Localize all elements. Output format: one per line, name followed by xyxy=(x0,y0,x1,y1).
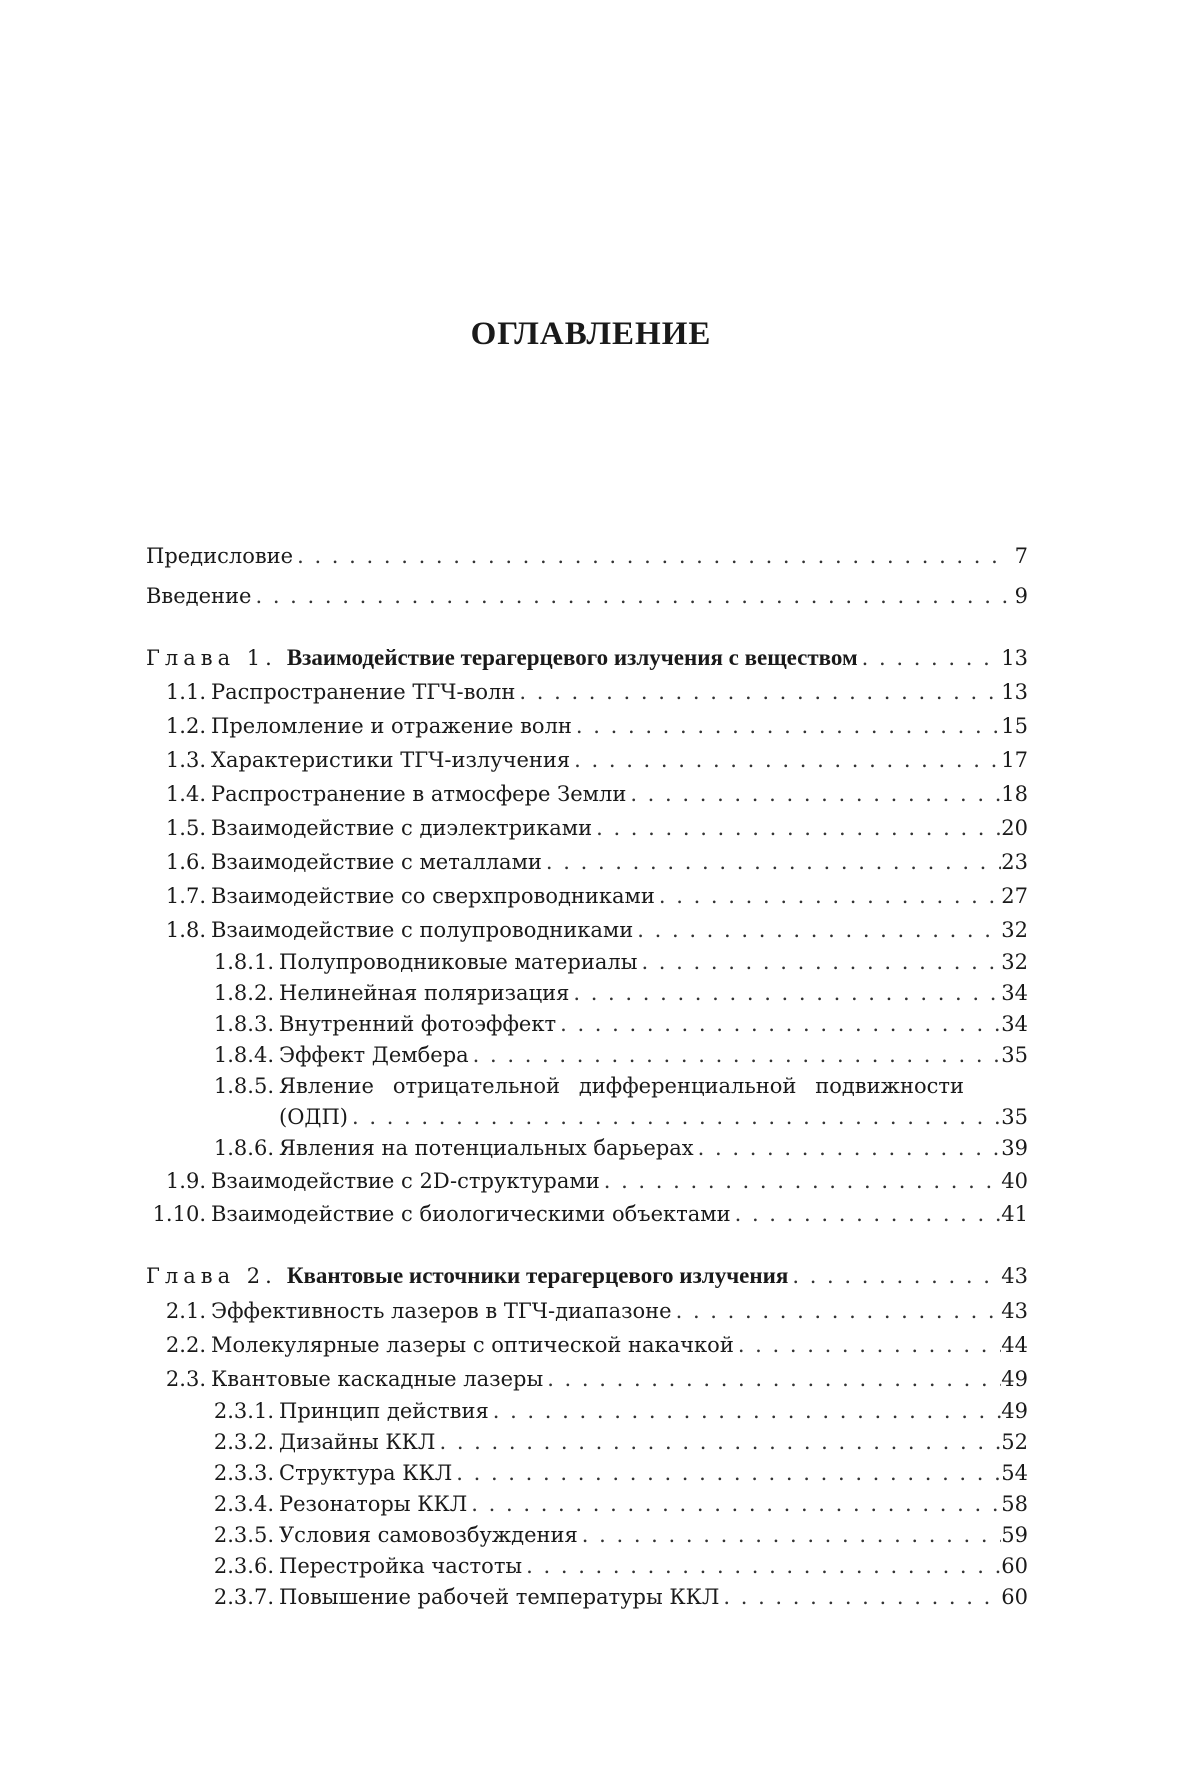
section-number: 1.9. xyxy=(165,1169,206,1193)
toc-page-number: 59 xyxy=(1001,1523,1028,1547)
section-label: Взаимодействие с полупроводниками xyxy=(211,918,634,942)
toc-section[interactable] xyxy=(146,1167,1028,1195)
leader-dots xyxy=(734,1331,1001,1359)
section-number: 1.7. xyxy=(165,884,206,908)
toc-section[interactable] xyxy=(146,746,1028,774)
leader-dots xyxy=(543,1365,1001,1393)
leader-dots xyxy=(348,1103,1001,1131)
subsection-number: 1.8.3. xyxy=(213,1012,274,1036)
toc-page-number: 17 xyxy=(1001,748,1028,772)
subsection-label-line2: (ОДП) xyxy=(279,1105,348,1129)
section-label: Взаимодействие с металлами xyxy=(211,850,542,874)
toc-subsection-wrapped[interactable] xyxy=(210,1072,964,1100)
section-number: 2.3. xyxy=(165,1367,206,1391)
leader-dots xyxy=(694,1134,1002,1162)
toc-page-number: 7 xyxy=(1014,544,1028,568)
leader-dots xyxy=(469,1041,1002,1069)
subsection-number: 1.8.1. xyxy=(213,950,274,974)
subsection-label: Структура ККЛ xyxy=(279,1461,453,1485)
toc-section[interactable] xyxy=(146,712,1028,740)
toc-page-number: 49 xyxy=(1001,1367,1028,1391)
toc-subsection[interactable] xyxy=(210,1552,1028,1580)
subsection-label: Полупроводниковые материалы xyxy=(279,950,638,974)
leader-dots xyxy=(293,542,1009,570)
toc-subsection[interactable] xyxy=(210,979,1028,1007)
toc-subsection[interactable] xyxy=(210,1134,1028,1162)
subsection-label: Принцип действия xyxy=(279,1399,489,1423)
leader-dots xyxy=(569,979,1001,1007)
section-label: Взаимодействие с биологическими объектами xyxy=(211,1202,731,1226)
leader-dots xyxy=(515,678,1001,706)
chapter-title: Взаимодействие терагерцевого излучения с веществом xyxy=(286,645,858,670)
leader-dots xyxy=(858,644,1002,672)
leader-dots xyxy=(637,948,1001,976)
chapter-title: Квантовые источники терагерцевого излучения xyxy=(286,1263,789,1288)
label-word: подвижности xyxy=(815,1074,964,1098)
subsection-label: Дизайны ККЛ xyxy=(279,1430,436,1454)
section-label: Взаимодействие с 2D-структурами xyxy=(211,1169,600,1193)
chapter-prefix: Глава 1. xyxy=(146,646,277,670)
toc-page-number: 35 xyxy=(1001,1105,1028,1129)
section-number: 1.6. xyxy=(165,850,206,874)
toc-page-number: 23 xyxy=(1001,850,1028,874)
section-label: Преломление и отражение волн xyxy=(211,714,572,738)
toc-page-number: 27 xyxy=(1001,884,1028,908)
section-number: 1.2. xyxy=(165,714,206,738)
toc-section[interactable] xyxy=(146,1297,1028,1325)
toc-page-number: 60 xyxy=(1001,1554,1028,1578)
label-word: дифференциальной xyxy=(578,1074,797,1098)
label-word: Явление xyxy=(279,1074,374,1098)
toc-page-number: 43 xyxy=(1001,1264,1028,1288)
section-label: Молекулярные лазеры с оптической накачкой xyxy=(211,1333,734,1357)
section-number: 1.3. xyxy=(165,748,206,772)
toc-page-number: 32 xyxy=(1001,918,1028,942)
toc-chapter-2[interactable] xyxy=(146,1262,1028,1290)
toc-page-number: 34 xyxy=(1001,981,1028,1005)
toc-subsection[interactable] xyxy=(210,948,1028,976)
section-number: 1.10. xyxy=(152,1202,206,1226)
subsection-label: Явления на потенциальных барьерах xyxy=(279,1136,694,1160)
toc-section[interactable] xyxy=(146,1200,1028,1228)
section-number: 2.1. xyxy=(165,1299,206,1323)
leader-dots xyxy=(251,582,1008,610)
toc-page-number: 35 xyxy=(1001,1043,1028,1067)
leader-dots xyxy=(600,1167,1002,1195)
toc-page-number: 20 xyxy=(1001,816,1028,840)
leader-dots xyxy=(578,1521,1002,1549)
leader-dots xyxy=(633,916,1001,944)
subsection-label: Резонаторы ККЛ xyxy=(279,1492,468,1516)
subsection-number: 1.8.2. xyxy=(213,981,274,1005)
subsection-number: 2.3.4. xyxy=(213,1492,274,1516)
toc-subsection[interactable] xyxy=(210,1459,1028,1487)
toc-page-number: 43 xyxy=(1001,1299,1028,1323)
toc-entry-label: Предисловие xyxy=(146,544,294,568)
toc-page-number: 39 xyxy=(1001,1136,1028,1160)
toc-subsection[interactable] xyxy=(210,1428,1028,1456)
toc-subsection[interactable] xyxy=(210,1041,1028,1069)
toc-section[interactable] xyxy=(146,882,1028,910)
leader-dots xyxy=(655,882,1001,910)
toc-page-number: 44 xyxy=(1001,1333,1028,1357)
toc-page-number: 54 xyxy=(1001,1461,1028,1485)
section-number: 1.1. xyxy=(165,680,206,704)
toc-entry-label: Введение xyxy=(146,584,252,608)
subsection-number: 1.8.5. xyxy=(213,1074,274,1098)
label-word: отрицательной xyxy=(392,1074,561,1098)
toc-page-number: 49 xyxy=(1001,1399,1028,1423)
section-number: 1.5. xyxy=(165,816,206,840)
toc-entry-preface[interactable] xyxy=(146,542,1028,570)
section-label: Характеристики ТГЧ-излучения xyxy=(211,748,571,772)
leader-dots xyxy=(467,1490,1001,1518)
leader-dots xyxy=(572,712,1001,740)
toc-section[interactable] xyxy=(146,780,1028,808)
leader-dots xyxy=(592,814,1001,842)
subsection-number: 2.3.5. xyxy=(213,1523,274,1547)
subsection-label: Внутренний фотоэффект xyxy=(279,1012,557,1036)
subsection-label: Перестройка частоты xyxy=(279,1554,523,1578)
subsection-number: 2.3.2. xyxy=(213,1430,274,1454)
subsection-number: 2.3.6. xyxy=(213,1554,274,1578)
section-label: Квантовые каскадные лазеры xyxy=(211,1367,544,1391)
subsection-number: 2.3.1. xyxy=(213,1399,274,1423)
toc-page-number: 18 xyxy=(1001,782,1028,806)
subsection-number: 2.3.3. xyxy=(213,1461,274,1485)
toc-page-number: 13 xyxy=(1001,680,1028,704)
chapter-prefix: Глава 2. xyxy=(146,1264,277,1288)
toc-entry-introduction[interactable] xyxy=(146,582,1028,610)
leader-dots xyxy=(489,1397,1002,1425)
toc-page-number: 58 xyxy=(1001,1492,1028,1516)
subsection-number: 1.8.4. xyxy=(213,1043,274,1067)
leader-dots xyxy=(452,1459,1001,1487)
section-number: 1.4. xyxy=(165,782,206,806)
toc-subsection[interactable] xyxy=(210,1010,1028,1038)
leader-dots xyxy=(788,1262,1001,1290)
toc-page-number: 32 xyxy=(1001,950,1028,974)
toc-section[interactable] xyxy=(146,916,1028,944)
toc-page-number: 52 xyxy=(1001,1430,1028,1454)
leader-dots xyxy=(542,848,1001,876)
leader-dots xyxy=(626,780,1001,808)
toc-subsection[interactable] xyxy=(210,1521,1028,1549)
toc-page-number: 41 xyxy=(1001,1202,1028,1226)
leader-dots xyxy=(522,1552,1001,1580)
toc-section[interactable] xyxy=(146,1365,1028,1393)
toc-page-number: 13 xyxy=(1001,646,1028,670)
subsection-label: Условия самовозбуждения xyxy=(279,1523,578,1547)
toc-subsection[interactable] xyxy=(210,1490,1028,1518)
toc-section[interactable] xyxy=(146,678,1028,706)
toc-subsection[interactable] xyxy=(210,1583,1028,1611)
toc-subsection[interactable] xyxy=(210,1397,1028,1425)
leader-dots xyxy=(672,1297,1002,1325)
toc-chapter-1[interactable] xyxy=(146,644,1028,672)
toc-page-number: 40 xyxy=(1001,1169,1028,1193)
section-label: Взаимодействие со сверхпроводниками xyxy=(211,884,655,908)
toc-section[interactable] xyxy=(146,814,1028,842)
subsection-label: Нелинейная поляризация xyxy=(279,981,570,1005)
section-label: Распространение ТГЧ-волн xyxy=(211,680,516,704)
toc-page-number: 60 xyxy=(1001,1585,1028,1609)
toc-page-number: 34 xyxy=(1001,1012,1028,1036)
leader-dots xyxy=(556,1010,1001,1038)
subsection-number: 2.3.7. xyxy=(213,1585,274,1609)
section-label: Распространение в атмосфере Земли xyxy=(211,782,627,806)
leader-dots xyxy=(435,1428,1001,1456)
leader-dots xyxy=(731,1200,1002,1228)
section-number: 1.8. xyxy=(165,918,206,942)
toc-section[interactable] xyxy=(146,848,1028,876)
toc-section[interactable] xyxy=(146,1331,1028,1359)
subsection-number: 1.8.6. xyxy=(213,1136,274,1160)
section-number: 2.2. xyxy=(165,1333,206,1357)
toc-page-number: 9 xyxy=(1014,584,1028,608)
subsection-label: Повышение рабочей температуры ККЛ xyxy=(279,1585,720,1609)
leader-dots xyxy=(570,746,1001,774)
subsection-label-line1 xyxy=(279,1072,964,1100)
page-title: ОГЛАВЛЕНИЕ xyxy=(470,316,712,352)
toc-subsection-wrapped-line2[interactable] xyxy=(279,1103,1028,1131)
section-label: Эффективность лазеров в ТГЧ-диапазоне xyxy=(211,1299,672,1323)
section-label: Взаимодействие с диэлектриками xyxy=(211,816,593,840)
toc-page-number: 15 xyxy=(1001,714,1028,738)
subsection-label: Эффект Дембера xyxy=(279,1043,469,1067)
leader-dots xyxy=(719,1583,1001,1611)
